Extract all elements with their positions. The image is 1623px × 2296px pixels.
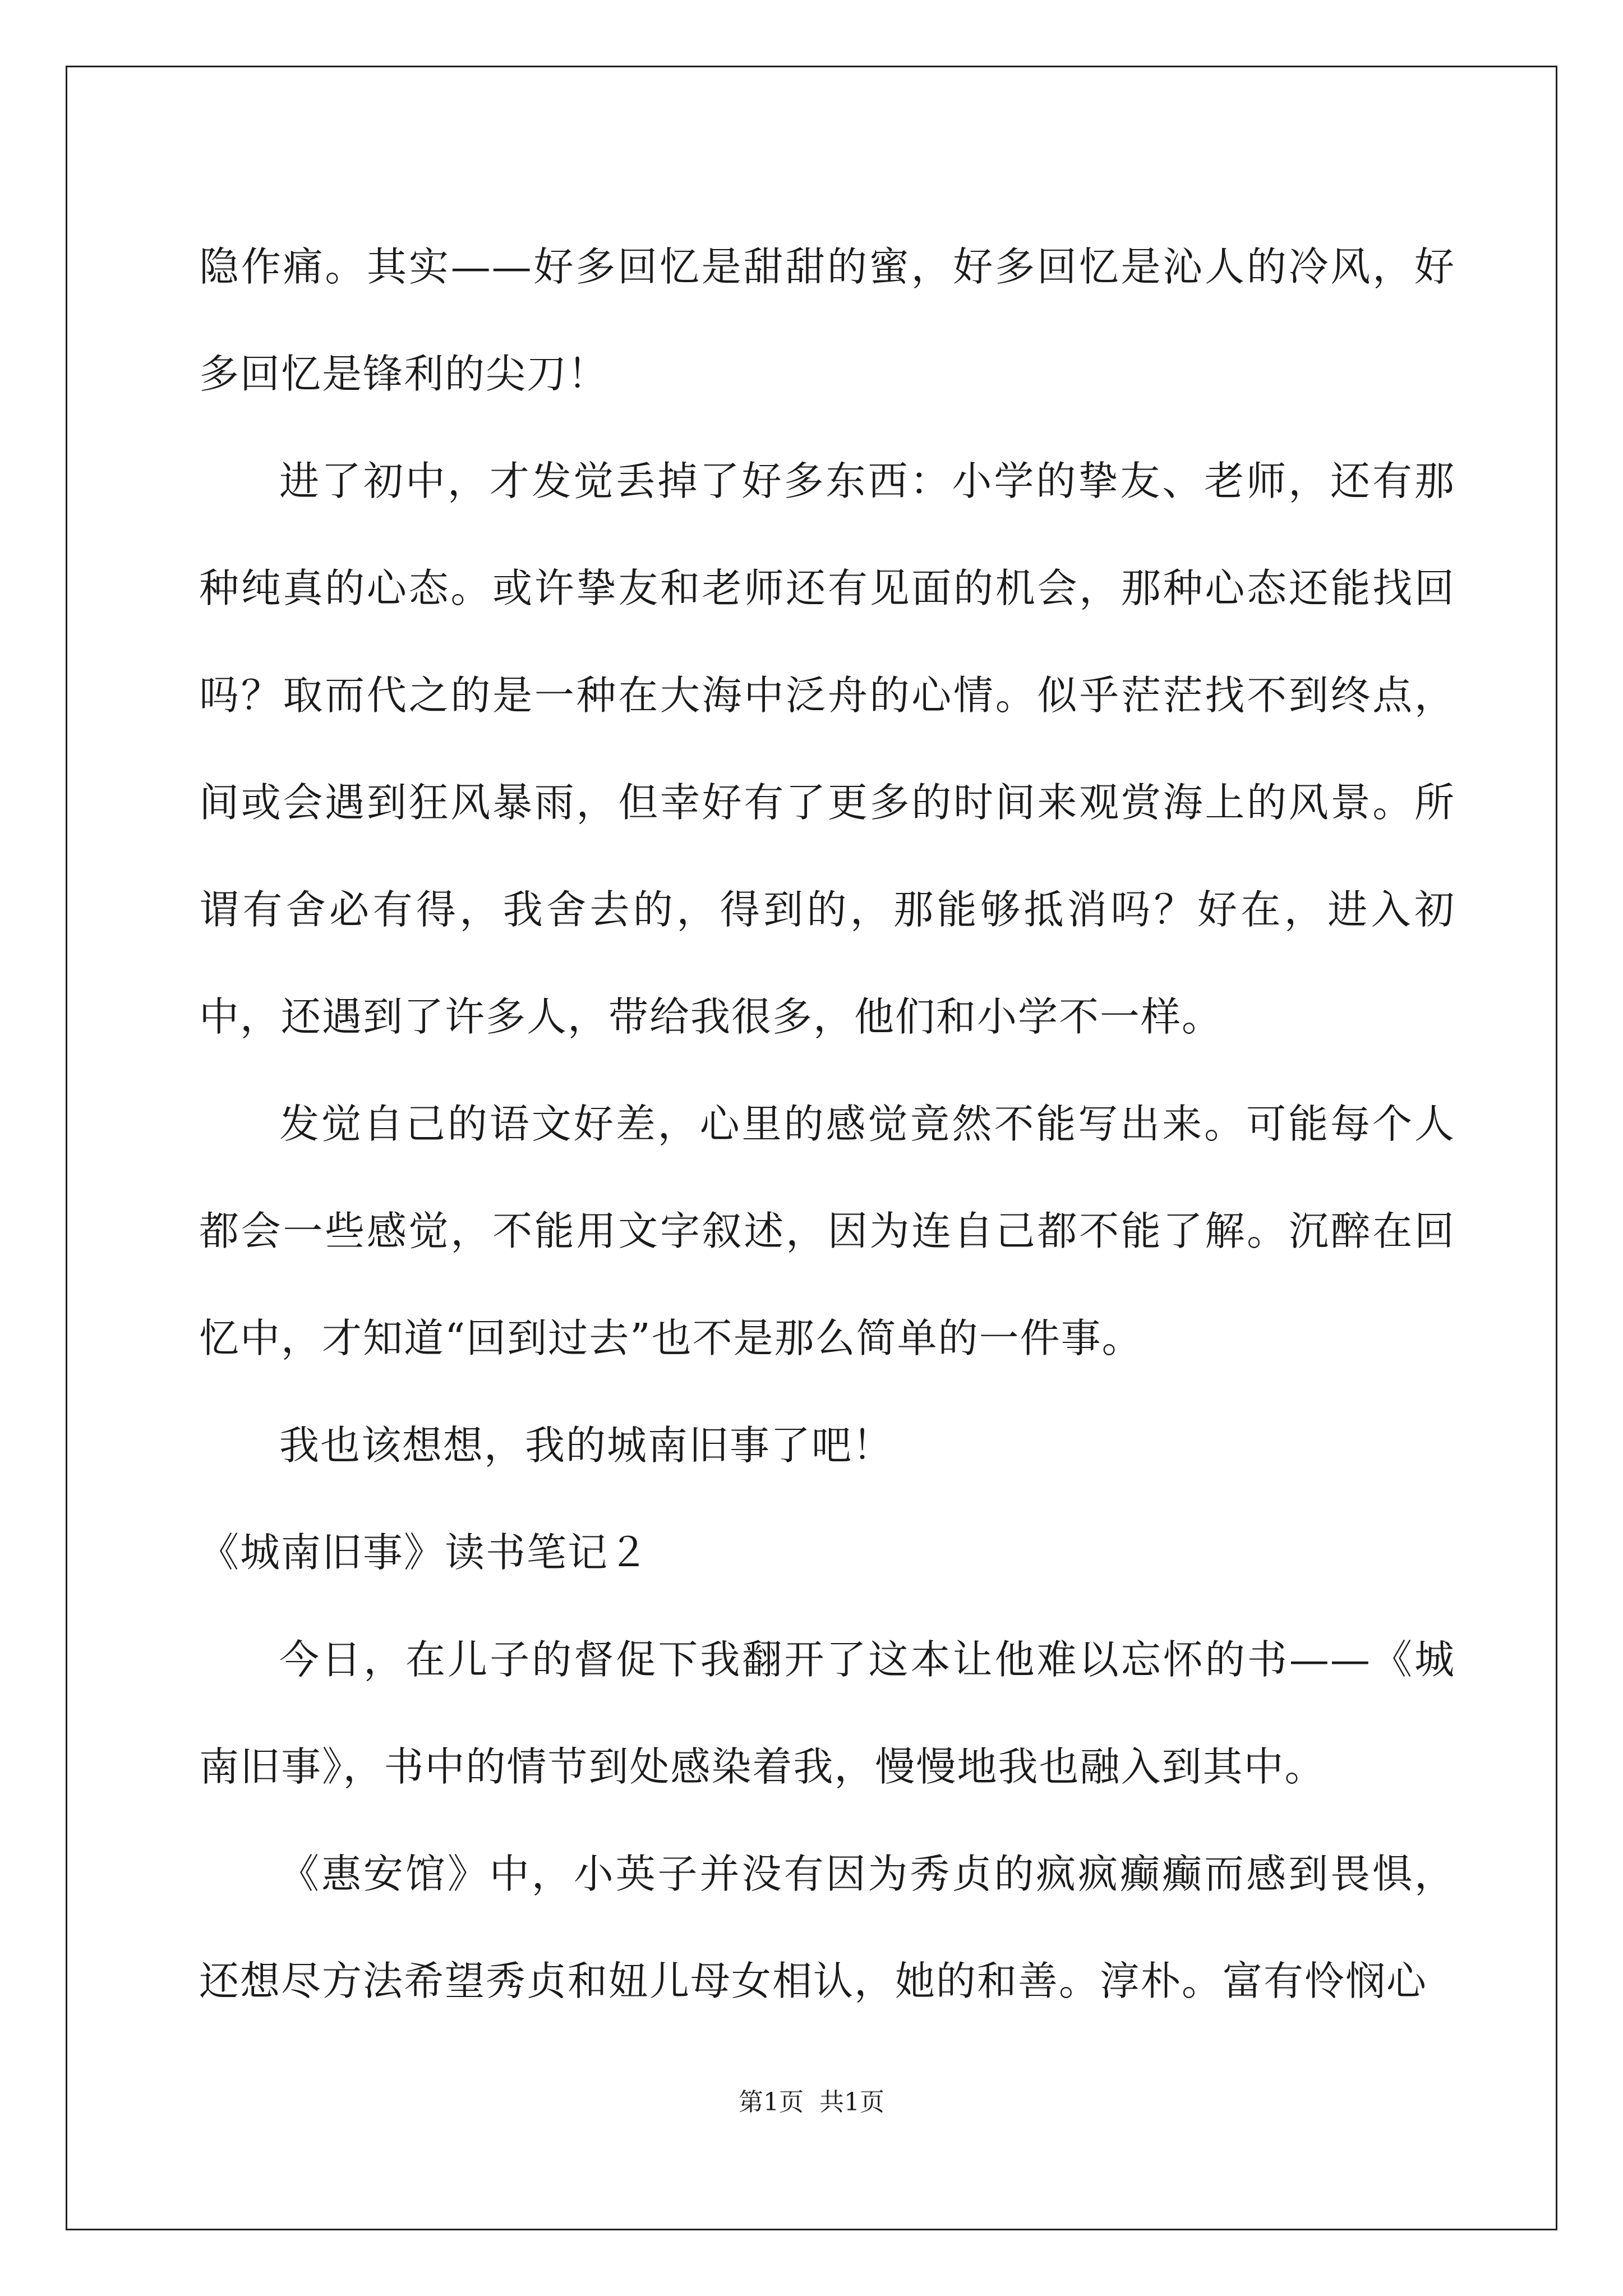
document-body — [199, 213, 1455, 2035]
page-footer — [0, 2086, 1623, 2119]
paragraph-my-story: 我也该想想，我的城南旧事了吧！ — [279, 1422, 894, 1469]
page-number-total: 共1页 — [819, 2088, 884, 2116]
paragraph-junior-high: 进了初中，才发觉丢掉了好多东西：小学的挚友、老师，还有那种纯真的心态。或许挚友和老师还有见面的机会，那种心态还能找回吗？取而代之的是一种在大海中泛舟的心情。似乎茫茫找不到终点，间或会遇到狂风暴雨，但幸好有了更多的时间来观赏海上的风景。所谓有舍必有得，我舍去的，得到的，那能够抵消吗？好在，进入初中，还遇到了许多人，带给我很多，他们和小学不一样。 — [199, 458, 1455, 1040]
paragraph-continuation: 隐作痛。其实——好多回忆是甜甜的蜜，好多回忆是沁人的冷风，好多回忆是锋利的尖刀！ — [199, 243, 1455, 397]
paragraph-chinese-language: 发觉自己的语文好差，心里的感觉竟然不能写出来。可能每个人都会一些感觉，不能用文字叙述，因为连自己都不能了解。沉醉在回忆中，才知道“回到过去”也不是那么简单的一件事。 — [199, 1101, 1455, 1361]
section-heading: 《城南旧事》读书笔记２ — [199, 1529, 650, 1576]
paragraph-son-book: 今日，在儿子的督促下我翻开了这本让他难以忘怀的书——《城南旧事》，书中的情节到处感染着我，慢慢地我也融入到其中。 — [199, 1636, 1455, 1790]
page-number-current: 第1页 — [739, 2088, 804, 2116]
paragraph-huian-hall: 《惠安馆》中，小英子并没有因为秀贞的疯疯癫癫而感到畏惧，还想尽方法希望秀贞和妞儿母女相认，她的和善。淳朴。富有怜悯心 — [199, 1851, 1455, 2004]
